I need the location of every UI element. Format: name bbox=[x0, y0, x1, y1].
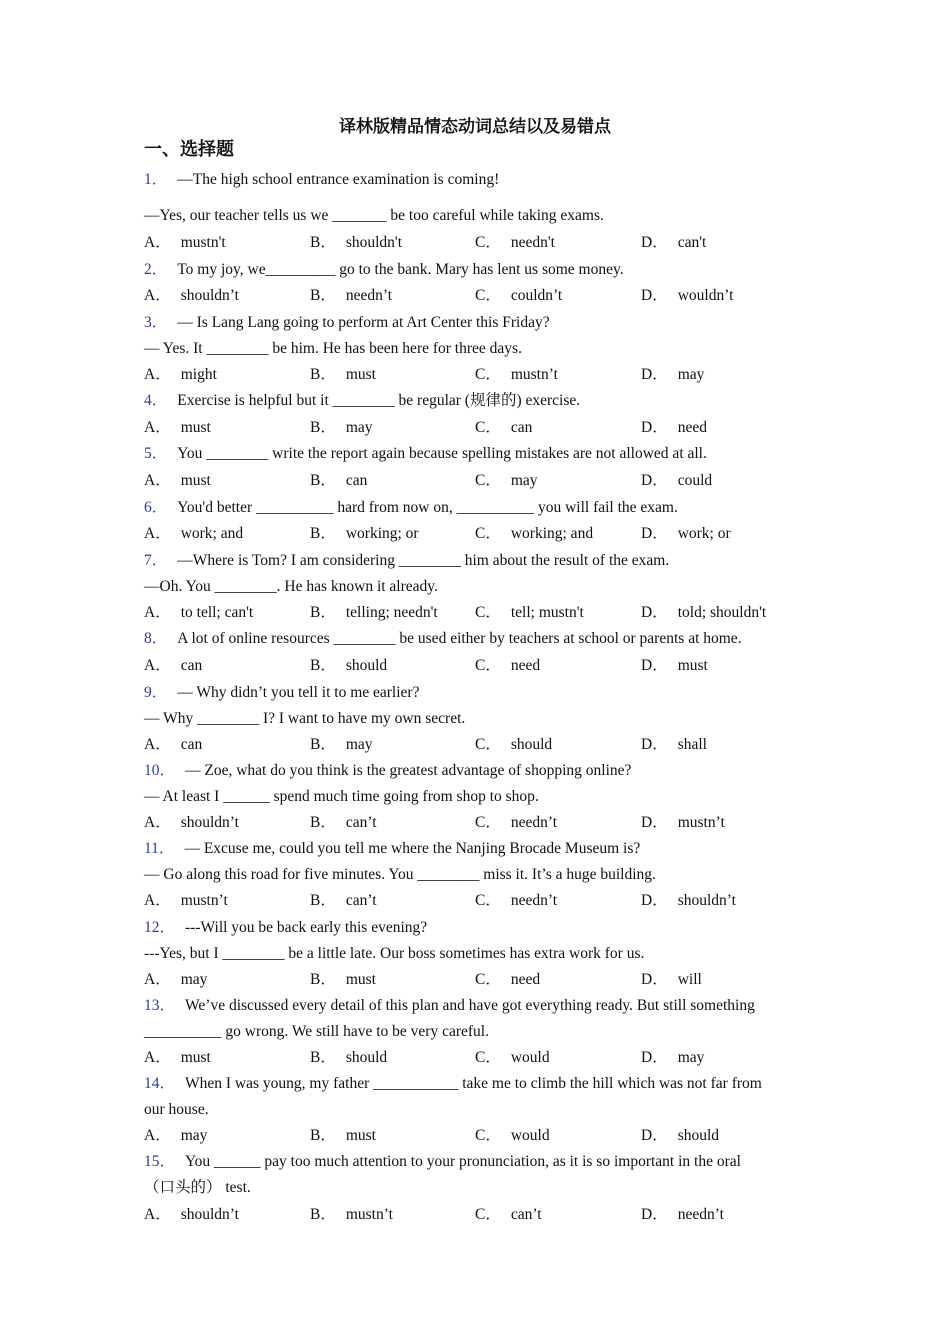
option-a[interactable] bbox=[144, 418, 211, 438]
option-text: can bbox=[180, 736, 203, 753]
option-row bbox=[144, 286, 814, 306]
option-row bbox=[144, 1126, 814, 1146]
option-text: may bbox=[345, 736, 373, 753]
option-b[interactable] bbox=[310, 656, 387, 676]
option-text: must bbox=[345, 971, 376, 988]
question-text: — Is Lang Lang going to perform at Art Center this Friday? bbox=[177, 314, 550, 331]
option-letter: A． bbox=[144, 419, 171, 436]
option-text: must bbox=[180, 1049, 211, 1066]
option-letter: D． bbox=[641, 419, 668, 436]
question-line bbox=[144, 1100, 814, 1120]
option-text: can’t bbox=[510, 1206, 542, 1223]
option-row bbox=[144, 471, 814, 491]
option-text: couldn’t bbox=[510, 287, 563, 304]
option-a[interactable] bbox=[144, 365, 217, 385]
option-row bbox=[144, 656, 814, 676]
question-text: — Why ________ I? I want to have my own secret. bbox=[144, 710, 466, 727]
option-d[interactable] bbox=[641, 365, 704, 385]
option-text: must bbox=[345, 1127, 376, 1144]
option-b[interactable] bbox=[310, 735, 373, 755]
question-line bbox=[144, 709, 814, 729]
option-text: shouldn’t bbox=[677, 892, 736, 909]
option-text: tell; mustn't bbox=[510, 604, 584, 621]
option-b[interactable] bbox=[310, 1126, 376, 1146]
option-text: shouldn’t bbox=[180, 1206, 239, 1223]
option-row bbox=[144, 813, 814, 833]
option-c[interactable] bbox=[475, 286, 562, 306]
option-d[interactable] bbox=[641, 418, 707, 438]
option-row bbox=[144, 891, 814, 911]
option-c[interactable] bbox=[475, 1048, 550, 1068]
option-text: may bbox=[510, 472, 538, 489]
option-letter: A． bbox=[144, 1049, 171, 1066]
question-line bbox=[144, 1022, 814, 1042]
option-row bbox=[144, 524, 814, 544]
option-letter: B． bbox=[310, 525, 336, 542]
option-a[interactable] bbox=[144, 233, 226, 253]
option-text: mustn’t bbox=[180, 892, 228, 909]
option-letter: D． bbox=[641, 892, 668, 909]
option-text: told; shouldn't bbox=[677, 604, 767, 621]
option-b[interactable] bbox=[310, 891, 377, 911]
option-text: shouldn't bbox=[345, 234, 403, 251]
option-letter: D． bbox=[641, 1206, 668, 1223]
option-text: may bbox=[677, 366, 705, 383]
question-stem bbox=[144, 1152, 814, 1172]
option-text: work; or bbox=[677, 525, 731, 542]
option-text: to tell; can't bbox=[180, 604, 254, 621]
option-text: mustn’t bbox=[345, 1206, 393, 1223]
option-row bbox=[144, 1048, 814, 1068]
option-row bbox=[144, 970, 814, 990]
option-text: needn’t bbox=[510, 814, 558, 831]
option-text: can’t bbox=[345, 814, 377, 831]
question-text: A lot of online resources ________ be used either by teachers at school or parents at home. bbox=[177, 630, 742, 647]
option-a[interactable] bbox=[144, 603, 253, 623]
document-title: 译林版精品情态动词总结以及易错点 bbox=[339, 117, 611, 137]
question-line bbox=[144, 206, 814, 226]
option-text: would bbox=[510, 1127, 550, 1144]
question-number: 2． bbox=[144, 261, 168, 278]
option-letter: C． bbox=[475, 472, 501, 489]
option-letter: C． bbox=[475, 234, 501, 251]
question-text: — Zoe, what do you think is the greatest advantage of shopping online? bbox=[185, 762, 632, 779]
option-text: might bbox=[180, 366, 217, 383]
option-letter: B． bbox=[310, 419, 336, 436]
question-stem bbox=[144, 260, 814, 280]
option-c[interactable] bbox=[475, 891, 557, 911]
option-a[interactable] bbox=[144, 1048, 211, 1068]
question-stem bbox=[144, 170, 814, 190]
option-text: needn’t bbox=[345, 287, 393, 304]
question-stem bbox=[144, 996, 814, 1016]
option-text: need bbox=[677, 419, 707, 436]
option-b[interactable] bbox=[310, 524, 419, 544]
option-row bbox=[144, 365, 814, 385]
option-letter: B． bbox=[310, 892, 336, 909]
option-letter: C． bbox=[475, 604, 501, 621]
question-line bbox=[144, 577, 814, 597]
option-letter: B． bbox=[310, 287, 336, 304]
option-c[interactable] bbox=[475, 365, 558, 385]
option-d[interactable] bbox=[641, 735, 707, 755]
question-text: （口头的） test. bbox=[144, 1179, 251, 1196]
option-letter: D． bbox=[641, 1127, 668, 1144]
option-d[interactable] bbox=[641, 233, 706, 253]
option-text: shall bbox=[677, 736, 707, 753]
question-line bbox=[144, 944, 814, 964]
option-text: can bbox=[345, 472, 368, 489]
question-number: 15． bbox=[144, 1153, 176, 1170]
option-text: may bbox=[345, 419, 373, 436]
option-letter: C． bbox=[475, 366, 501, 383]
option-letter: C． bbox=[475, 1049, 501, 1066]
option-d[interactable] bbox=[641, 970, 702, 990]
option-c[interactable] bbox=[475, 656, 540, 676]
question-text: You ______ pay too much attention to your pronunciation, as it is so important in the oral bbox=[185, 1153, 741, 1170]
option-text: must bbox=[345, 366, 376, 383]
question-number: 5． bbox=[144, 445, 168, 462]
option-text: needn’t bbox=[677, 1206, 724, 1223]
option-text: wouldn’t bbox=[677, 287, 734, 304]
option-letter: A． bbox=[144, 366, 171, 383]
option-text: mustn’t bbox=[510, 366, 558, 383]
option-b[interactable] bbox=[310, 813, 377, 833]
question-stem bbox=[144, 839, 814, 859]
option-b[interactable] bbox=[310, 603, 438, 623]
option-a[interactable] bbox=[144, 656, 202, 676]
option-letter: D． bbox=[641, 234, 668, 251]
option-letter: B． bbox=[310, 1206, 336, 1223]
question-text: We’ve discussed every detail of this plan and have got everything ready. But still something bbox=[185, 997, 755, 1014]
option-c[interactable] bbox=[475, 233, 555, 253]
option-letter: C． bbox=[475, 1127, 501, 1144]
option-text: needn't bbox=[510, 234, 555, 251]
option-text: would bbox=[510, 1049, 550, 1066]
option-text: could bbox=[677, 472, 713, 489]
option-text: working; and bbox=[510, 525, 594, 542]
option-row bbox=[144, 735, 814, 755]
option-c[interactable] bbox=[475, 735, 552, 755]
option-text: should bbox=[345, 1049, 388, 1066]
question-stem bbox=[144, 313, 814, 333]
option-d[interactable] bbox=[641, 891, 736, 911]
option-b[interactable] bbox=[310, 1048, 387, 1068]
option-letter: A． bbox=[144, 234, 171, 251]
option-letter: B． bbox=[310, 971, 336, 988]
question-text: You'd better __________ hard from now on, __________ you will fail the exam. bbox=[177, 499, 678, 516]
option-a[interactable] bbox=[144, 286, 239, 306]
option-text: need bbox=[510, 657, 541, 674]
question-number: 9． bbox=[144, 684, 168, 701]
option-letter: C． bbox=[475, 736, 501, 753]
option-d[interactable] bbox=[641, 656, 708, 676]
question-stem bbox=[144, 683, 814, 703]
option-text: will bbox=[677, 971, 702, 988]
option-letter: A． bbox=[144, 892, 171, 909]
option-letter: A． bbox=[144, 604, 171, 621]
question-text: To my joy, we_________ go to the bank. Mary has lent us some money. bbox=[177, 261, 624, 278]
option-d[interactable] bbox=[641, 603, 766, 623]
question-line bbox=[144, 865, 814, 885]
option-letter: B． bbox=[310, 472, 336, 489]
section-title: 一、选择题 bbox=[144, 139, 234, 160]
option-d[interactable] bbox=[641, 1126, 719, 1146]
option-a[interactable] bbox=[144, 471, 211, 491]
question-number: 6． bbox=[144, 499, 168, 516]
option-c[interactable] bbox=[475, 418, 532, 438]
option-letter: B． bbox=[310, 366, 336, 383]
option-letter: C． bbox=[475, 419, 501, 436]
option-a[interactable] bbox=[144, 970, 207, 990]
option-d[interactable] bbox=[641, 471, 712, 491]
option-d[interactable] bbox=[641, 1205, 724, 1225]
question-text: You ________ write the report again because spelling mistakes are not allowed at all. bbox=[177, 445, 707, 462]
option-text: may bbox=[180, 1127, 208, 1144]
question-line bbox=[144, 787, 814, 807]
option-b[interactable] bbox=[310, 471, 367, 491]
question-text: —Oh. You ________. He has known it already. bbox=[144, 578, 438, 595]
option-row bbox=[144, 603, 814, 623]
option-a[interactable] bbox=[144, 524, 243, 544]
option-text: need bbox=[510, 971, 541, 988]
option-letter: A． bbox=[144, 814, 171, 831]
question-text: —The high school entrance examination is coming! bbox=[177, 171, 500, 188]
option-b[interactable] bbox=[310, 970, 376, 990]
option-letter: A． bbox=[144, 1127, 171, 1144]
option-d[interactable] bbox=[641, 813, 725, 833]
option-c[interactable] bbox=[475, 603, 584, 623]
option-letter: C． bbox=[475, 657, 501, 674]
option-letter: B． bbox=[310, 814, 336, 831]
option-a[interactable] bbox=[144, 735, 202, 755]
option-text: must bbox=[677, 657, 708, 674]
option-letter: B． bbox=[310, 736, 336, 753]
option-text: working; or bbox=[345, 525, 419, 542]
question-number: 12． bbox=[144, 919, 176, 936]
option-letter: C． bbox=[475, 525, 501, 542]
question-stem bbox=[144, 1074, 814, 1094]
option-b[interactable] bbox=[310, 286, 392, 306]
option-text: telling; needn't bbox=[345, 604, 438, 621]
option-letter: B． bbox=[310, 1127, 336, 1144]
option-text: mustn't bbox=[180, 234, 226, 251]
option-letter: A． bbox=[144, 1206, 171, 1223]
option-text: can't bbox=[677, 234, 707, 251]
option-text: should bbox=[345, 657, 388, 674]
question-text: Exercise is helpful but it ________ be regular (规律的) exercise. bbox=[177, 392, 581, 409]
option-letter: C． bbox=[475, 287, 501, 304]
question-number: 8． bbox=[144, 630, 168, 647]
question-line bbox=[144, 339, 814, 359]
option-letter: D． bbox=[641, 657, 668, 674]
option-letter: D． bbox=[641, 604, 668, 621]
option-text: shouldn’t bbox=[180, 287, 239, 304]
question-stem bbox=[144, 444, 814, 464]
question-number: 13． bbox=[144, 997, 176, 1014]
question-text: —Yes, our teacher tells us we _______ be too careful while taking exams. bbox=[144, 207, 604, 224]
option-letter: A． bbox=[144, 657, 171, 674]
question-stem bbox=[144, 391, 814, 411]
question-text: ---Will you be back early this evening? bbox=[185, 919, 428, 936]
question-stem bbox=[144, 498, 814, 518]
option-d[interactable] bbox=[641, 1048, 704, 1068]
question-number: 10． bbox=[144, 762, 176, 779]
option-b[interactable] bbox=[310, 418, 373, 438]
option-a[interactable] bbox=[144, 1205, 239, 1225]
question-stem bbox=[144, 761, 814, 781]
option-letter: D． bbox=[641, 525, 668, 542]
question-text: __________ go wrong. We still have to be very careful. bbox=[144, 1023, 489, 1040]
option-letter: D． bbox=[641, 1049, 668, 1066]
question-stem bbox=[144, 918, 814, 938]
option-c[interactable] bbox=[475, 813, 557, 833]
question-text: When I was young, my father ___________ take me to climb the hill which was not far from bbox=[185, 1075, 762, 1092]
option-letter: D． bbox=[641, 472, 668, 489]
option-b[interactable] bbox=[310, 365, 376, 385]
question-number: 14． bbox=[144, 1075, 176, 1092]
question-text: ---Yes, but I ________ be a little late. Our boss sometimes has extra work for us. bbox=[144, 945, 645, 962]
option-c[interactable] bbox=[475, 471, 538, 491]
option-d[interactable] bbox=[641, 286, 733, 306]
option-letter: B． bbox=[310, 1049, 336, 1066]
question-text: — Why didn’t you tell it to me earlier? bbox=[177, 684, 420, 701]
option-letter: B． bbox=[310, 657, 336, 674]
option-text: can’t bbox=[345, 892, 377, 909]
question-number: 11． bbox=[144, 840, 175, 857]
option-text: may bbox=[677, 1049, 705, 1066]
option-text: must bbox=[180, 419, 211, 436]
question-stem bbox=[144, 629, 814, 649]
option-letter: D． bbox=[641, 366, 668, 383]
option-text: work; and bbox=[180, 525, 244, 542]
option-b[interactable] bbox=[310, 1205, 393, 1225]
option-letter: D． bbox=[641, 736, 668, 753]
option-text: should bbox=[677, 1127, 720, 1144]
question-text: our house. bbox=[144, 1101, 209, 1118]
option-c[interactable] bbox=[475, 524, 593, 544]
option-letter: D． bbox=[641, 971, 668, 988]
option-letter: A． bbox=[144, 736, 171, 753]
option-letter: C． bbox=[475, 971, 501, 988]
option-c[interactable] bbox=[475, 970, 540, 990]
option-a[interactable] bbox=[144, 891, 228, 911]
option-d[interactable] bbox=[641, 524, 731, 544]
option-b[interactable] bbox=[310, 233, 402, 253]
question-number: 7． bbox=[144, 552, 168, 569]
option-text: must bbox=[180, 472, 211, 489]
question-text: — At least I ______ spend much time going from shop to shop. bbox=[144, 788, 539, 805]
option-text: can bbox=[510, 419, 533, 436]
option-letter: A． bbox=[144, 287, 171, 304]
option-c[interactable] bbox=[475, 1205, 542, 1225]
option-letter: C． bbox=[475, 1206, 501, 1223]
option-letter: B． bbox=[310, 604, 336, 621]
option-text: mustn’t bbox=[677, 814, 725, 831]
option-letter: A． bbox=[144, 971, 171, 988]
question-line bbox=[144, 1178, 814, 1198]
option-letter: C． bbox=[475, 892, 501, 909]
option-text: shouldn’t bbox=[180, 814, 239, 831]
option-text: should bbox=[510, 736, 553, 753]
option-letter: B． bbox=[310, 234, 336, 251]
option-row bbox=[144, 418, 814, 438]
question-text: —Where is Tom? I am considering ________ him about the result of the exam. bbox=[177, 552, 670, 569]
question-number: 1． bbox=[144, 171, 168, 188]
option-text: needn’t bbox=[510, 892, 558, 909]
question-stem bbox=[144, 551, 814, 571]
question-number: 4． bbox=[144, 392, 168, 409]
option-text: can bbox=[180, 657, 203, 674]
question-number: 3． bbox=[144, 314, 168, 331]
option-text: may bbox=[180, 971, 208, 988]
option-letter: C． bbox=[475, 814, 501, 831]
option-a[interactable] bbox=[144, 813, 239, 833]
option-letter: A． bbox=[144, 525, 171, 542]
option-row bbox=[144, 1205, 814, 1225]
option-row bbox=[144, 233, 814, 253]
option-letter: D． bbox=[641, 287, 668, 304]
option-c[interactable] bbox=[475, 1126, 550, 1146]
option-letter: A． bbox=[144, 472, 171, 489]
question-text: — Go along this road for five minutes. You ________ miss it. It’s a huge building. bbox=[144, 866, 656, 883]
option-a[interactable] bbox=[144, 1126, 207, 1146]
question-text: — Yes. It ________ be him. He has been here for three days. bbox=[144, 340, 522, 357]
option-letter: D． bbox=[641, 814, 668, 831]
question-text: — Excuse me, could you tell me where the Nanjing Brocade Museum is? bbox=[184, 840, 641, 857]
